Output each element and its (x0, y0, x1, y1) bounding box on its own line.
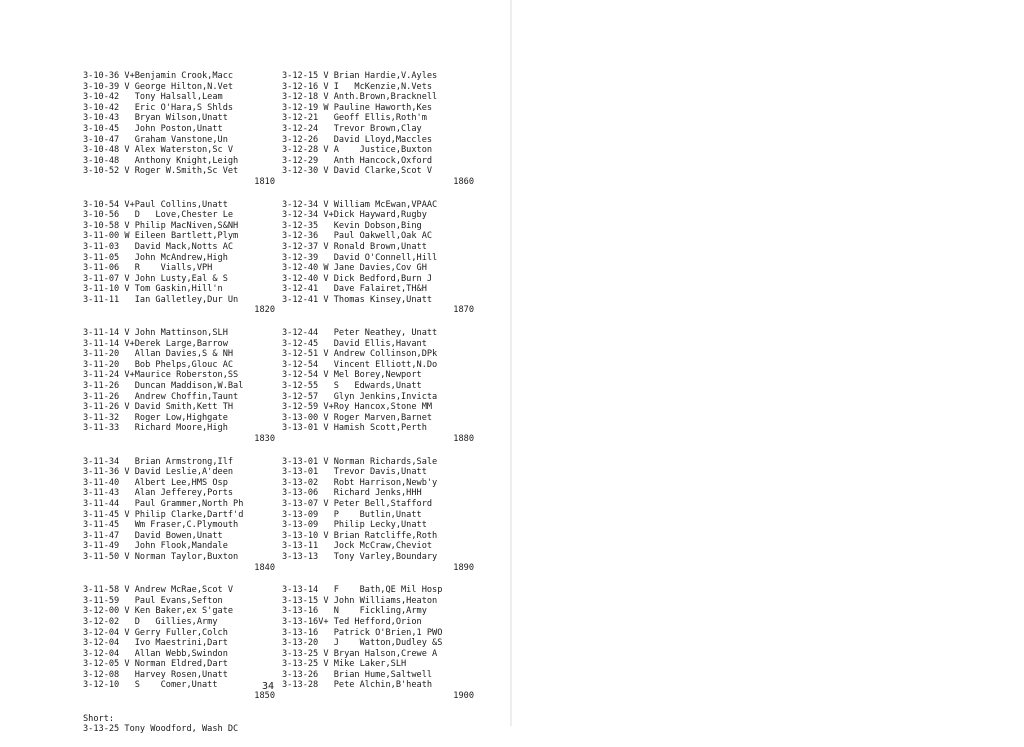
result-row: 3-11-20 Allan Davies,S & NH (83, 349, 234, 360)
result-row: 3-12-04 Ivo Maestrini,Dart (83, 638, 228, 649)
result-row: 3-12-28 V A Justice,Buxton (282, 145, 433, 156)
result-block (282, 585, 482, 702)
left-page (0, 0, 512, 735)
right-page (512, 0, 1024, 726)
result-row: 3-12-57 Glyn Jenkins,Invicta (282, 391, 438, 402)
result-row: 3-10-36 V+Benjamin Crook,Macc (83, 71, 234, 81)
result-row: 3-10-54 V+Paul Collins,Unatt (83, 199, 228, 210)
page-number: 34 (261, 681, 275, 692)
result-block (83, 200, 283, 317)
cumulative-count: 1870 (453, 305, 474, 316)
result-row: 3-12-30 V David Clarke,Scot V (282, 166, 433, 177)
results-column (83, 71, 283, 747)
result-row: 3-12-19 W Pauline Haworth,Kes (282, 102, 433, 113)
result-row: 3-13-14 F Bath,QE Mil Hosp (282, 585, 443, 596)
result-row: 3-12-34 V+Dick Hayward,Rugby (282, 210, 427, 221)
result-row: 3-13-06 Richard Jenks,HHH (282, 488, 422, 499)
result-row: 3-13-15 V John Williams,Heaton (282, 595, 438, 606)
result-row: 3-13-20 J Watton,Dudley &S (282, 638, 443, 649)
result-row: 3-11-03 David Mack,Notts AC (83, 241, 234, 252)
cumulative-count: 1900 (453, 691, 474, 702)
result-row: 3-13-01 V Hamish Scott,Perth (282, 423, 427, 434)
result-row: 3-13-25 Tony Woodford, Wash DC (83, 724, 239, 735)
result-row: 3-13-25 V Mike Laker,SLH (282, 659, 407, 670)
result-row: 3-12-29 Anth Hancock,Oxford (282, 155, 433, 166)
result-row: 3-12-10 S Comer,Unatt (83, 680, 218, 691)
result-row: 3-11-43 Alan Jefferey,Ports (83, 488, 234, 499)
result-row: 3-12-59 V+Roy Hancox,Stone MM (282, 402, 433, 413)
result-row: 3-13-13 Tony Varley,Boundary (282, 551, 438, 562)
result-row: 3-13-01 Trevor Davis,Unatt (282, 467, 427, 478)
cumulative-count: 1890 (453, 562, 474, 573)
result-row: 3-10-48 Anthony Knight,Leigh (83, 155, 239, 166)
cumulative-count: 1840 (254, 562, 275, 573)
result-row: 3-12-45 David Ellis,Havant (282, 338, 427, 349)
result-row: 3-11-33 Richard Moore,High (83, 423, 228, 434)
result-row: 3-10-52 V Roger W.Smith,Sc Vet (83, 166, 239, 177)
result-row: 3-11-11 Ian Galletley,Dur Un (83, 294, 239, 305)
result-row: 3-11-14 V+Derek Large,Barrow (83, 338, 228, 349)
result-row: 3-13-02 Robt Harrison,Newb'y (282, 477, 438, 488)
result-row: 3-12-02 D Gillies,Army (83, 616, 218, 627)
cumulative-count: 1820 (254, 305, 275, 316)
result-row: 3-13-25 V Bryan Halson,Crewe A (282, 648, 438, 659)
cumulative-count: 1880 (453, 434, 474, 444)
result-row: 3-12-37 V Ronald Brown,Unatt (282, 241, 427, 252)
result-row: 3-11-26 V David Smith,Kett TH (83, 402, 234, 413)
result-row: 3-11-50 V Norman Taylor,Buxton (83, 551, 239, 562)
result-block (282, 328, 482, 445)
result-row: 3-12-04 V Gerry Fuller,Colch (83, 627, 228, 638)
result-row: 3-11-40 Albert Lee,HMS Osp (83, 477, 228, 488)
result-row: 3-13-09 P Butlin,Unatt (282, 509, 422, 520)
result-row: 3-12-39 David O'Connell,Hill (282, 252, 438, 263)
result-row: 3-11-59 Paul Evans,Sefton (83, 595, 223, 606)
result-row: 3-10-42 Eric O'Hara,S Shlds (83, 102, 234, 113)
cumulative-count: 1830 (254, 434, 275, 444)
cumulative-count: 1810 (254, 176, 275, 187)
result-row: 3-13-16 N Fickling,Army (282, 606, 427, 617)
result-row: 3-13-16 Patrick O'Brien,1 PWO (282, 627, 443, 638)
result-row: 3-13-28 Pete Alchin,B'heath (282, 680, 433, 691)
result-row: 3-10-39 V George Hilton,N.Vet (83, 81, 234, 92)
result-row: 3-13-07 V Peter Bell,Stafford (282, 498, 433, 509)
result-row: 3-11-34 Brian Armstrong,Ilf (83, 456, 234, 467)
result-block (83, 457, 283, 574)
result-row: 3-12-34 V William McEwan,VPAAC (282, 199, 438, 210)
result-row: 3-13-01 V Norman Richards,Sale (282, 456, 438, 467)
result-row: 3-12-21 Geoff Ellis,Roth'm (282, 113, 427, 124)
result-row: 3-13-09 Philip Lecky,Unatt (282, 520, 427, 531)
result-row: 3-12-18 V Anth.Brown,Bracknell (282, 92, 438, 103)
result-row: 3-11-47 David Bowen,Unatt (83, 530, 223, 541)
result-row: 3-11-26 Andrew Choffin,Taunt (83, 391, 239, 402)
result-row: 3-11-45 V Philip Clarke,Dartf'd (83, 509, 244, 520)
result-row: 3-12-54 V Mel Borey,Newport (282, 370, 422, 381)
result-row: 3-13-16V+ Ted Hefford,Orion (282, 616, 422, 627)
result-row: 3-11-58 V Andrew McRae,Scot V (83, 585, 234, 596)
result-block (282, 200, 482, 317)
result-row: Short: (83, 713, 115, 724)
result-row: 3-11-10 V Tom Gaskin,Hill'n (83, 284, 223, 295)
result-row: 3-12-16 V I McKenzie,N.Vets (282, 81, 433, 92)
result-row: 3-12-55 S Edwards,Unatt (282, 381, 422, 392)
result-row: 3-12-41 V Thomas Kinsey,Unatt (282, 294, 433, 305)
result-row: 3-12-26 David Lloyd,Maccles (282, 134, 433, 145)
result-row: 3-11-32 Roger Low,Highgate (83, 412, 228, 423)
result-row: 3-13-10 V Brian Ratcliffe,Roth (282, 530, 438, 541)
result-block (282, 71, 482, 188)
result-row: 3-10-58 V Philip MacNiven,S&NH (83, 220, 239, 231)
result-row: 3-11-07 V John Lusty,Eal & S (83, 273, 228, 284)
result-row: 3-11-14 V John Mattinson,SLH (83, 328, 228, 339)
result-row: 3-11-00 W Eileen Bartlett,Plym (83, 231, 239, 242)
result-row: 3-12-08 Harvey Rosen,Unatt (83, 669, 228, 680)
result-row: 3-11-05 John McAndrew,High (83, 252, 228, 263)
result-row: 3-13-26 Brian Hume,Saltwell (282, 669, 433, 680)
result-block (282, 457, 482, 574)
result-row: 3-11-26 Duncan Maddison,W.Bal (83, 381, 244, 392)
result-row: 3-12-35 Kevin Dobson,Bing (282, 220, 422, 231)
result-row: 3-10-56 D Love,Chester Le (83, 210, 234, 221)
result-block (83, 71, 283, 188)
cumulative-count: 1850 (254, 691, 275, 702)
result-row: 3-13-00 V Roger Marven,Barnet (282, 412, 433, 423)
cumulative-count: 1860 (453, 176, 474, 187)
result-row: 3-11-36 V David Leslie,A'deen (83, 467, 234, 478)
result-row: 3-12-04 Allan Webb,Swindon (83, 648, 228, 659)
result-row: 3-11-06 R Vialls,VPH (83, 263, 213, 274)
result-row: 3-12-41 Dave Falairet,TH&H (282, 284, 427, 295)
result-row: 3-12-51 V Andrew Collinson,DPk (282, 349, 438, 360)
results-column (282, 71, 482, 714)
result-row: 3-10-47 Graham Vanstone,Un (83, 134, 228, 145)
result-row: 3-10-43 Bryan Wilson,Unatt (83, 113, 228, 124)
result-row: 3-12-36 Paul Oakwell,Oak AC (282, 231, 433, 242)
result-row: 3-11-45 Wm Fraser,C.Plymouth (83, 520, 239, 531)
result-row: 3-11-44 Paul Grammer,North Ph (83, 498, 244, 509)
result-block (83, 328, 283, 445)
result-row: 3-12-40 V Dick Bedford,Burn J (282, 273, 433, 284)
result-row: 3-12-44 Peter Neathey, Unatt (282, 328, 438, 339)
result-row: 3-12-54 Vincent Elliott,N.Do (282, 359, 438, 370)
result-row: 3-10-45 John Poston,Unatt (83, 123, 223, 134)
result-row: 3-10-48 V Alex Waterston,Sc V (83, 145, 234, 156)
result-row: 3-11-24 V+Maurice Roberston,SS (83, 370, 239, 381)
result-row: 3-12-05 V Norman Eldred,Dart (83, 659, 228, 670)
result-row: 3-11-20 Bob Phelps,Glouc AC (83, 359, 234, 370)
result-row: 3-12-15 V Brian Hardie,V.Ayles (282, 71, 438, 81)
result-row: 3-13-11 Jock McCraw,Cheviot (282, 541, 433, 552)
result-row: 3-12-40 W Jane Davies,Cov GH (282, 263, 427, 274)
result-row: 3-10-42 Tony Halsall,Leam (83, 92, 223, 103)
result-row: 3-12-24 Trevor Brown,Clay (282, 123, 422, 134)
result-block (83, 714, 283, 735)
result-row: 3-11-49 John Flook,Mandale (83, 541, 228, 552)
result-row: 3-12-00 V Ken Baker,ex S'gate (83, 606, 234, 617)
